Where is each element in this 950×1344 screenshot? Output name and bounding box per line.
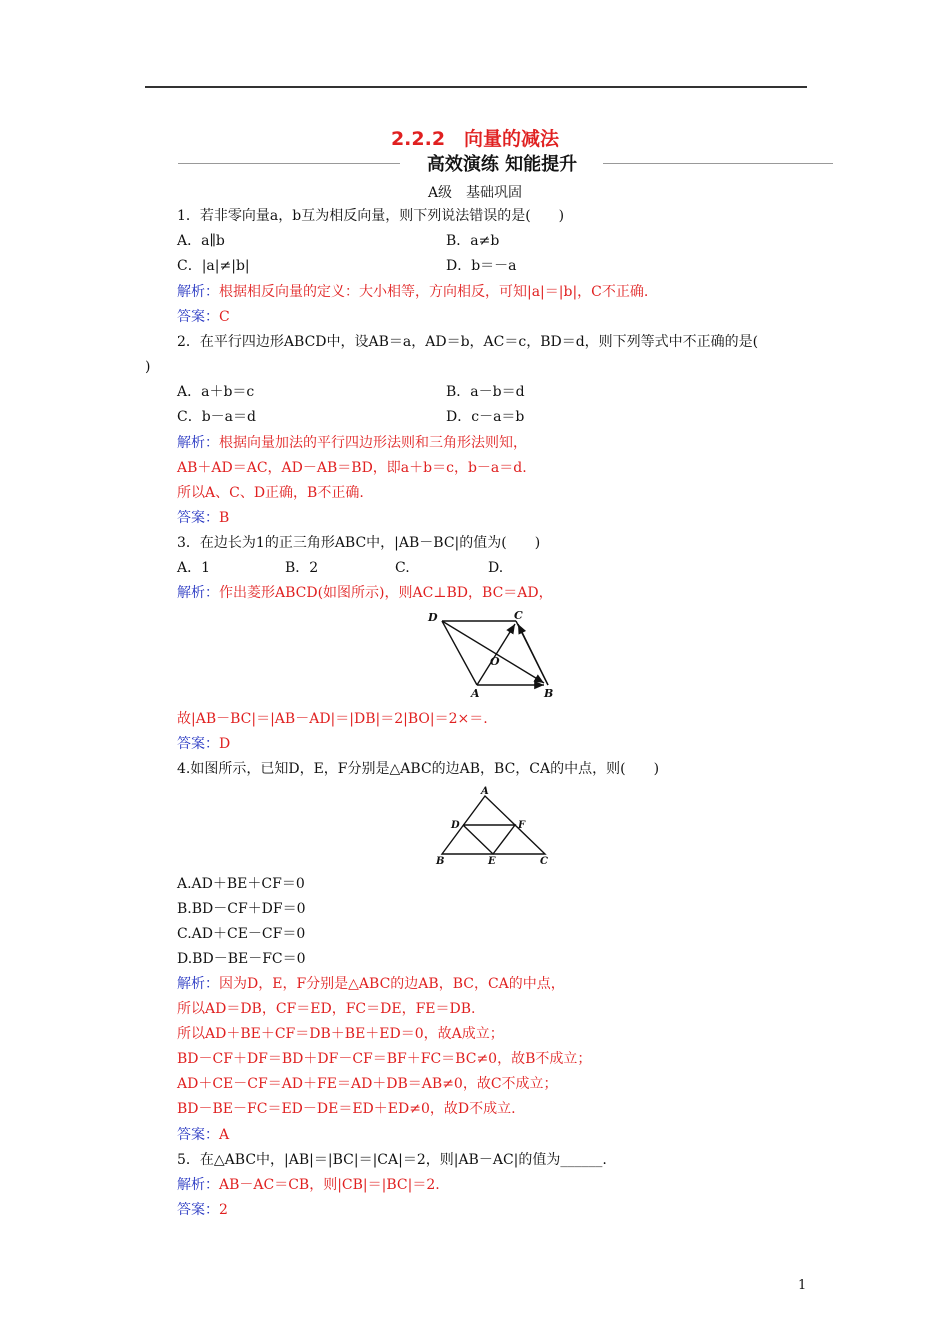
q1-option-b: B．a≠b — [446, 233, 500, 249]
midpoint-triangle — [463, 825, 515, 854]
q2-option-b: B．a－b＝d — [446, 384, 525, 400]
header-rule — [145, 86, 807, 88]
q1-answer-label: 答案： — [177, 309, 219, 325]
q3-option-c: C. — [395, 560, 410, 576]
label-a: A — [471, 687, 480, 700]
subtitle: 高效演练 知能提升 — [426, 154, 578, 175]
edge-da — [442, 621, 477, 685]
q3-option-d: D. — [488, 560, 504, 576]
q1-answer — [177, 308, 230, 326]
label-a: A — [481, 786, 489, 797]
label-b: B — [544, 687, 554, 700]
q3-stem: 3．在边长为1的正三角形ABC中，|AB－BC|的值为( ) — [177, 535, 541, 551]
q3-answer-label: 答案： — [177, 736, 219, 752]
q1-option-d: D．b＝－a — [446, 258, 517, 274]
q4-analysis-label: 解析： — [177, 976, 219, 992]
q4-analysis-text1: 因为D，E，F分别是△ABC的边AB，BC，CA的中点， — [219, 976, 565, 992]
q1-analysis-text: 根据相反向量的定义：大小相等，方向相反，可知|a|＝|b|，C不正确. — [219, 284, 649, 300]
q4-analysis-line6: BD－BE－FC＝ED－DE＝ED＋ED≠0，故D不成立. — [177, 1101, 516, 1117]
subtitle-rule-right — [603, 163, 833, 164]
q3-answer — [177, 735, 230, 753]
label-b: B — [436, 856, 445, 867]
q1-option-c: C．|a|≠|b| — [177, 258, 250, 274]
page-title: 2.2.2 向量的减法 — [390, 128, 560, 150]
label-d: D — [428, 611, 438, 624]
vector-db — [442, 621, 544, 683]
label-f: F — [518, 820, 526, 831]
q4-analysis-line4: BD－CF＋DF＝BD＋DF－CF＝BF＋FC＝BC≠0，故B不成立； — [177, 1051, 592, 1067]
page-number: 1 — [798, 1278, 807, 1293]
q1-analysis-label: 解析： — [177, 284, 219, 300]
q5-analysis-text: AB－AC＝CB，则|CB|＝|BC|＝2. — [219, 1177, 440, 1193]
q4-analysis-line5: AD＋CE－CF＝AD＋FE＝AD＋DB＝AB≠0，故C不成立； — [177, 1076, 558, 1092]
q3-analysis-text1: 作出菱形ABCD(如图所示)，则AC⊥BD，BC＝AD， — [219, 585, 553, 601]
subtitle-row — [148, 150, 848, 176]
q2-analysis-line2: AB＋AD＝AC，AD－AB＝BD，即a＋b＝c，b－a＝d. — [177, 460, 527, 476]
q5-answer-value: 2 — [219, 1202, 228, 1218]
q5-analysis — [177, 1176, 440, 1194]
q4-answer-value: A — [219, 1127, 230, 1143]
q3-analysis-line1 — [177, 584, 553, 602]
q1-answer-value: C — [219, 309, 230, 325]
q2-option-d: D．c－a＝b — [446, 409, 525, 425]
q2-analysis-line1 — [177, 434, 527, 452]
q2-option-c: C．b－a＝d — [177, 409, 256, 425]
label-e: E — [488, 856, 496, 867]
q2-stem-cont: ) — [145, 359, 151, 375]
q2-answer-value: B — [219, 510, 230, 526]
q3-analysis-label: 解析： — [177, 585, 219, 601]
rhombus-figure — [420, 607, 565, 702]
q4-option-c: C.AD＋CE－CF＝0 — [177, 926, 306, 942]
q3-analysis-line2: 故|AB－BC|＝|AB－AD|＝|DB|＝2|BO|＝2×＝. — [177, 711, 488, 727]
q2-analysis-label: 解析： — [177, 435, 219, 451]
level-heading: A级 基础巩固 — [427, 185, 523, 201]
subtitle-rule-left — [178, 163, 400, 164]
q5-answer — [177, 1201, 228, 1219]
q3-answer-value: D — [219, 736, 231, 752]
label-c: C — [540, 856, 548, 867]
q2-analysis-line3: 所以A、C、D正确，B不正确. — [177, 485, 364, 501]
q5-analysis-label: 解析： — [177, 1177, 219, 1193]
q5-answer-label: 答案： — [177, 1202, 219, 1218]
label-o: O — [490, 655, 500, 668]
q1-option-a: A．a∥b — [177, 233, 225, 249]
q5-stem: 5．在△ABC中，|AB|＝|BC|＝|CA|＝2，则|AB－AC|的值为______. — [177, 1152, 607, 1168]
q3-option-a: A．1 — [177, 560, 211, 576]
q4-answer — [177, 1126, 229, 1144]
q2-stem: 2．在平行四边形ABCD中，设AB＝a，AD＝b，AC＝c，BD＝d，则下列等式中不正确的是( — [177, 334, 759, 350]
q4-option-a: A.AD＋BE＋CF＝0 — [177, 876, 305, 892]
label-d: D — [451, 820, 460, 831]
q4-option-b: B.BD－CF＋DF＝0 — [177, 901, 306, 917]
q4-analysis-line1 — [177, 975, 565, 993]
q2-option-a: A．a＋b＝c — [177, 384, 255, 400]
q1-analysis — [177, 283, 648, 301]
q2-analysis-text1: 根据向量加法的平行四边形法则和三角形法则知， — [219, 435, 527, 451]
triangle-figure — [430, 784, 555, 870]
q2-answer-label: 答案： — [177, 510, 219, 526]
q2-answer — [177, 509, 229, 527]
q1-stem: 1．若非零向量a，b互为相反向量，则下列说法错误的是( ) — [177, 208, 565, 224]
q4-analysis-line2: 所以AD＝DB，CF＝ED，FC＝DE，FE＝DB. — [177, 1001, 476, 1017]
q4-option-d: D.BD－BE－FC＝0 — [177, 951, 306, 967]
q4-analysis-line3: 所以AD＋BE＋CF＝DB＋BE＋ED＝0，故A成立； — [177, 1026, 504, 1042]
label-c: C — [514, 609, 523, 622]
q4-stem: 4.如图所示，已知D，E，F分别是△ABC的边AB，BC，CA的中点，则( ) — [177, 761, 660, 777]
q4-answer-label: 答案： — [177, 1127, 219, 1143]
q3-option-b: B．2 — [285, 560, 319, 576]
